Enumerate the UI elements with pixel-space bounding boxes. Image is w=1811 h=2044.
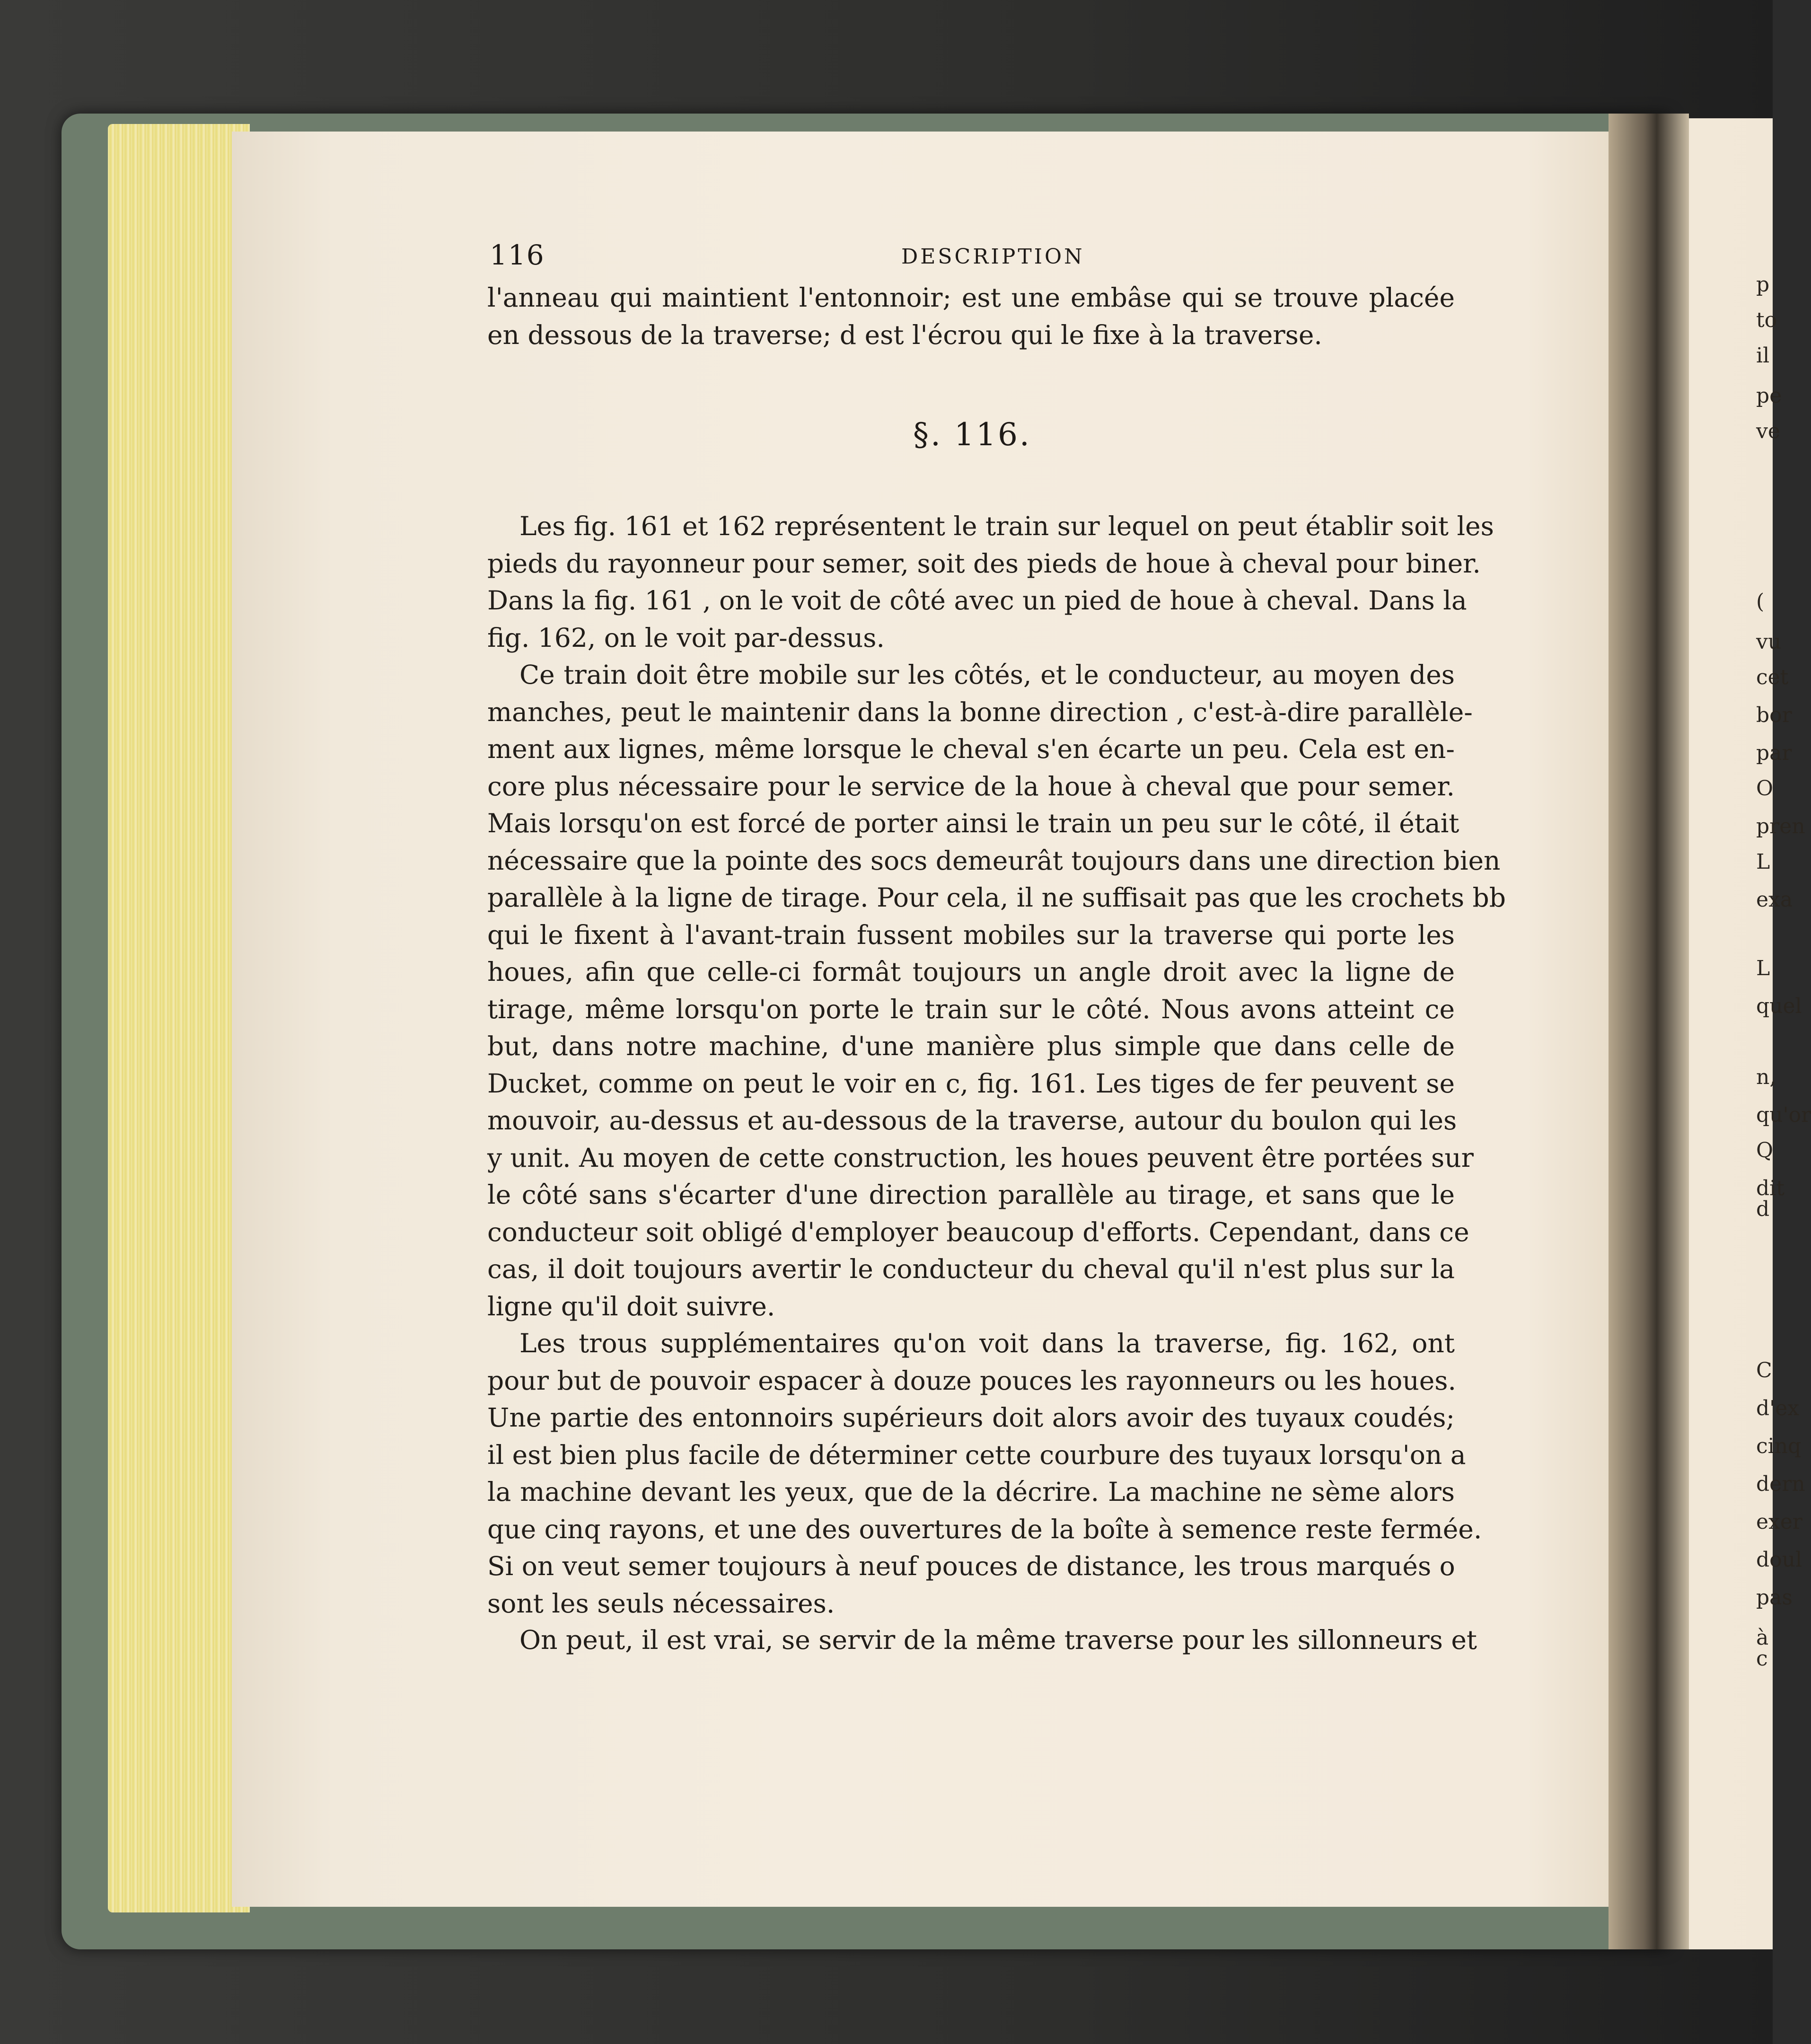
section-heading: §. 116. bbox=[913, 416, 1031, 453]
paragraph-1 bbox=[487, 508, 1494, 656]
fragment: O bbox=[1756, 776, 1774, 801]
text-line: il est bien plus facile de déterminer cette courbure des tuyaux lorsqu'on a bbox=[487, 1439, 1466, 1470]
text-line: mouvoir, au-dessus et au-dessous de la traverse, autour du boulon qui les bbox=[487, 1105, 1457, 1136]
fragment: exer bbox=[1756, 1510, 1802, 1534]
text-line: l'anneau qui maintient l'entonnoir; est une embâse qui se trouve placée bbox=[487, 282, 1455, 313]
text-line: Les trous supplémentaires qu'on voit dans la traverse, fig. 162, ont bbox=[519, 1328, 1455, 1358]
text-line: Une partie des entonnoirs supérieurs doit alors avoir des tuyaux coudés; bbox=[487, 1402, 1455, 1433]
text-line: cas, il doit toujours avertir le conducteur du cheval qu'il n'est plus sur la bbox=[487, 1254, 1455, 1284]
text-line: conducteur soit obligé d'employer beaucoup d'efforts. Cependant, dans ce bbox=[487, 1216, 1469, 1247]
intro-text bbox=[487, 279, 1455, 353]
fragment: qu'or bbox=[1756, 1103, 1811, 1127]
text-line: en dessous de la traverse; d est l'écrou qui le fixe à la traverse. bbox=[487, 319, 1322, 350]
fragment: n, bbox=[1756, 1065, 1776, 1089]
running-head bbox=[490, 239, 1459, 277]
fragment: L bbox=[1756, 850, 1770, 874]
fragment: ve bbox=[1756, 419, 1780, 443]
text-line: ligne qu'il doit suivre. bbox=[487, 1291, 775, 1322]
text-line: qui le fixent à l'avant-train fussent mobiles sur la traverse qui porte les bbox=[487, 919, 1455, 950]
paragraph-3 bbox=[487, 1325, 1482, 1622]
text-line: Mais lorsqu'on est forcé de porter ainsi le train un peu sur le côté, il était bbox=[487, 808, 1459, 838]
fragment: pe bbox=[1756, 384, 1782, 408]
text-line: la machine devant les yeux, que de la décrire. La machine ne sème alors bbox=[487, 1477, 1455, 1507]
page-edges bbox=[108, 124, 250, 1912]
text-line: pieds du rayonneur pour semer, soit des pieds de houe à cheval pour biner. bbox=[487, 548, 1481, 579]
text-line: tirage, même lorsqu'on porte le train sur le côté. Nous avons atteint ce bbox=[487, 994, 1455, 1024]
text-line: pour but de pouvoir espacer à douze pouces les rayonneurs ou les houes. bbox=[487, 1365, 1456, 1396]
text-line: Si on veut semer toujours à neuf pouces de distance, les trous marqués o bbox=[487, 1551, 1455, 1581]
paragraph-4 bbox=[487, 1621, 1477, 1659]
text-line: le côté sans s'écarter d'une direction parallèle au tirage, et sans que le bbox=[487, 1180, 1455, 1210]
text-line: but, dans notre machine, d'une manière plus simple que dans celle de bbox=[487, 1031, 1455, 1061]
fragment: bor bbox=[1756, 703, 1792, 727]
book-gutter bbox=[1609, 114, 1689, 1949]
fragment: p bbox=[1756, 273, 1770, 297]
text-line: y unit. Au moyen de cette construction, les houes peuvent être portées sur bbox=[487, 1142, 1474, 1173]
fragment: pren bbox=[1756, 814, 1805, 838]
fragment: cet bbox=[1756, 665, 1789, 689]
fragment: d'ex bbox=[1756, 1396, 1800, 1420]
text-line: Les fig. 161 et 162 représentent le train sur lequel on peut établir soit les bbox=[519, 511, 1494, 541]
fragment: il bbox=[1756, 344, 1770, 368]
text-line: Dans la fig. 161 , on le voit de côté avec un pied de houe à cheval. Dans la bbox=[487, 585, 1467, 616]
page-number: 116 bbox=[490, 239, 545, 271]
fragment: pas bbox=[1756, 1586, 1793, 1610]
fragment: ( bbox=[1756, 590, 1765, 614]
fragment: C bbox=[1756, 1358, 1772, 1383]
fragment: à c bbox=[1756, 1626, 1769, 1671]
fragment: vu bbox=[1756, 630, 1782, 654]
fragment: dern bbox=[1756, 1472, 1805, 1496]
fragment: Q bbox=[1756, 1138, 1774, 1163]
fragment: L bbox=[1756, 956, 1770, 980]
fragment: cinq bbox=[1756, 1434, 1802, 1458]
fragment: doul bbox=[1756, 1548, 1802, 1572]
text-line: manches, peut le maintenir dans la bonne direction , c'est-à-dire parallèle- bbox=[487, 696, 1473, 727]
text-line: nécessaire que la pointe des socs demeurât toujours dans une direction bien bbox=[487, 845, 1501, 876]
paragraph-2 bbox=[487, 656, 1506, 1325]
fragment: exa bbox=[1756, 888, 1793, 912]
text-line: On peut, il est vrai, se servir de la même traverse pour les sillonneurs et bbox=[519, 1625, 1477, 1655]
text-line: core plus nécessaire pour le service de la houe à cheval que pour semer. bbox=[487, 771, 1455, 802]
text-line: ment aux lignes, même lorsque le cheval s'en écarte un peu. Cela est en- bbox=[487, 734, 1455, 764]
text-line: houes, afin que celle-ci formât toujours un angle droit avec la ligne de bbox=[487, 957, 1455, 987]
text-line: Ce train doit être mobile sur les côtés, et le conducteur, au moyen des bbox=[519, 660, 1455, 690]
text-line: parallèle à la ligne de tirage. Pour cela, il ne suffisait pas que les crochets bb bbox=[487, 882, 1506, 913]
fragment: dit d bbox=[1756, 1176, 1785, 1221]
running-title: DESCRIPTION bbox=[901, 245, 1085, 269]
fragment: quel bbox=[1756, 994, 1802, 1018]
text-line: sont les seuls nécessaires. bbox=[487, 1588, 835, 1619]
text-line: Ducket, comme on peut le voir en c, fig. 161. Les tiges de fer peuvent se bbox=[487, 1068, 1455, 1099]
text-line: fig. 162, on le voit par-dessus. bbox=[487, 622, 885, 653]
text-line: que cinq rayons, et une des ouvertures de la boîte à semence reste fermée. bbox=[487, 1514, 1482, 1544]
fragment: par bbox=[1756, 741, 1792, 765]
fragment: to bbox=[1756, 308, 1777, 332]
